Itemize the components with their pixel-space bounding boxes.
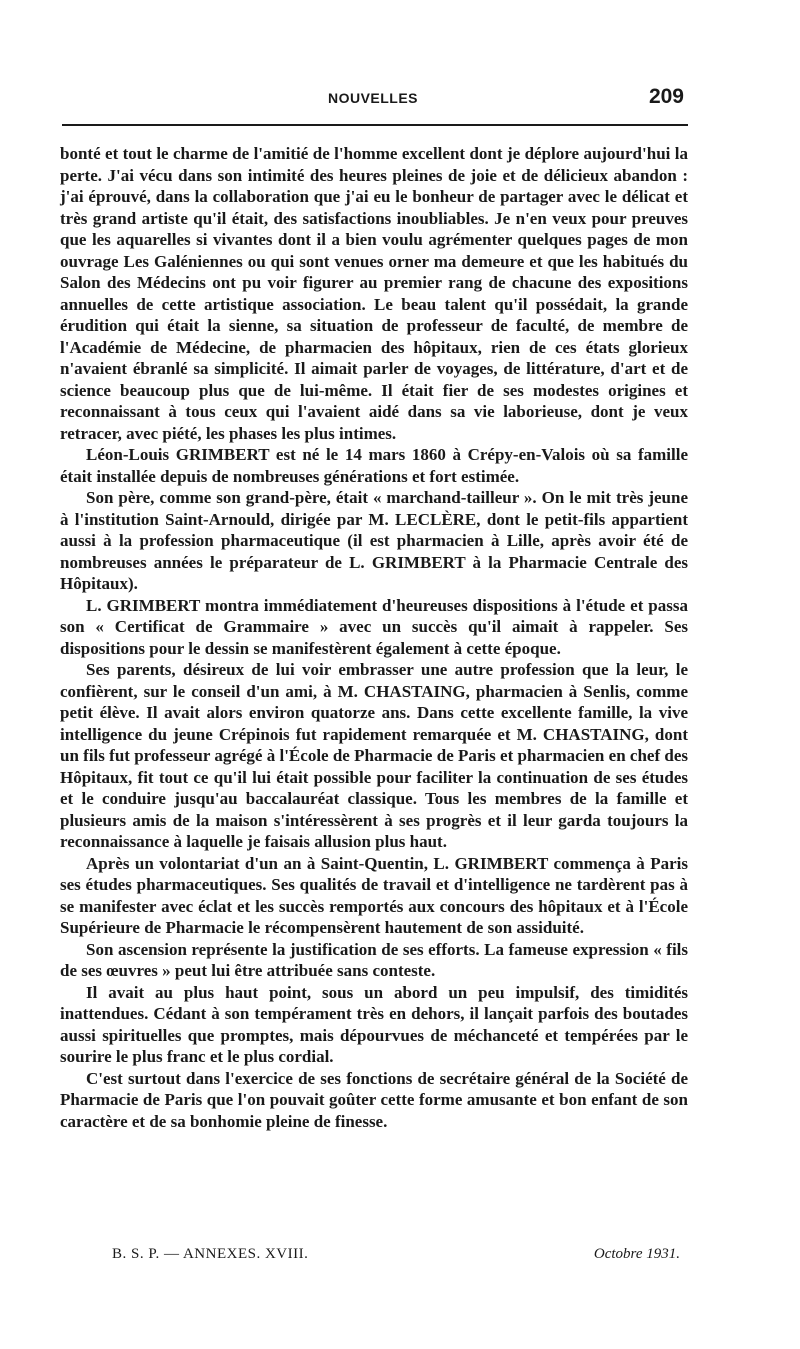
header-rule [62, 124, 688, 126]
journal-reference: B. S. P. — ANNEXES. XVIII. [112, 1246, 309, 1262]
paragraph: Il avait au plus haut point, sous un abord un peu impulsif, des timidités inattendues. Cédant à son tempérament très en dehors, il lançait parfois des boutades aussi spirituelles que promptes, mais dépourvues de méchanceté et tempérées par le sourire le plus franc et le plus cordial. [60, 982, 688, 1066]
running-title: NOUVELLES [327, 90, 419, 106]
paragraph: Après un volontariat d'un an à Saint-Quentin, L. GRIMBERT commença à Paris ses études pharmaceutiques. Ses qualités de travail et d'intelligence ne tardèrent pas à se manifester avec éclat et les succès remportés aux concours des hôpitaux et à l'École Supérieure de Pharmacie le récompensèrent hautement de son assiduité. [60, 853, 688, 937]
paragraph: Son ascension représente la justification de ses efforts. La fameuse expression « fils de ses œuvres » peut lui être attribuée sans conteste. [60, 939, 688, 980]
article-body [60, 143, 688, 1132]
paragraph: bonté et tout le charme de l'amitié de l'homme excellent dont je déplore aujourd'hui la perte. J'ai vécu dans son intimité des heures pleines de joie et de délicieux abandon : j'ai éprouvé, dans la collaboration que j'ai eu le bonheur de partager avec le délicat et très grand artiste qu'il était, des satisfactions inoubliables. Je n'en veux pour preuves que les aquarelles si vivantes dont il a bien voulu agrémenter quelques pages de mon ouvrage Les Galéniennes ou qui sont venues orner ma demeure et que les habitués du Salon des Médecins ont pu voir figurer au premier rang de chacune des expositions annuelles de cette artistique association. Le beau talent qu'il possédait, la grande érudition qui était la sienne, sa situation de professeur de faculté, de membre de l'Académie de Médecine, de pharmacien des hôpitaux, rien de ces états glorieux n'avaient ébranlé sa simplicité. Il aimait parler de voyages, de littérature, d'art et de science beaucoup plus que de lui-même. Il était fier de ses modestes origines et reconnaissant à tous ceux qui l'avaient aidé dans sa vie laborieuse, dont je veux retracer, avec piété, les phases les plus intimes. [60, 144, 688, 443]
page-footer [112, 1246, 680, 1268]
page-header [62, 85, 684, 112]
paragraph: L. GRIMBERT montra immédiatement d'heureuses dispositions à l'étude et passa son « Certificat de Grammaire » avec un succès qu'il aimait à rappeler. Ses dispositions pour le dessin se manifestèrent également à cette époque. [60, 595, 688, 658]
paragraph: Son père, comme son grand-père, était « marchand-tailleur ». On le mit très jeune à l'institution Saint-Arnould, dirigée par M. LECLÈRE, dont le petit-fils appartient aussi à la profession pharmaceutique (il est pharmacien à Lille, après avoir été de nombreuses années le préparateur de L. GRIMBERT à la Pharmacie Centrale des Hôpitaux). [60, 488, 688, 593]
page-number: 209 [648, 85, 684, 108]
paragraph: Léon-Louis GRIMBERT est né le 14 mars 1860 à Crépy-en-Valois où sa famille était installée depuis de nombreuses générations et fort estimée. [60, 445, 688, 486]
paragraph: C'est surtout dans l'exercice de ses fonctions de secrétaire général de la Société de Pharmacie de Paris que l'on pouvait goûter cette forme amusante et bon enfant de son caractère et de sa bonhomie pleine de finesse. [60, 1068, 688, 1131]
paragraph: Ses parents, désireux de lui voir embrasser une autre profession que la leur, le confièrent, sur le conseil d'un ami, à M. CHASTAING, pharmacien à Senlis, comme petit élève. Il avait alors environ quatorze ans. Dans cette excellente famille, la vive intelligence du jeune Crépinois fut rapidement remarquée et M. CHASTAING, dont un fils fut professeur agrégé à l'École de Pharmacie de Paris et pharmacien en chef des Hôpitaux, fit tout ce qu'il lui était possible pour faciliter la continuation de ses études et le conduire jusqu'au baccalauréat classique. Tous les membres de la famille et plusieurs amis de la maison s'intéressèrent à ses progrès et il leur garda toujours la reconnaissance à laquelle je faisais allusion plus haut. [60, 660, 688, 851]
issue-date: Octobre 1931. [593, 1246, 680, 1262]
